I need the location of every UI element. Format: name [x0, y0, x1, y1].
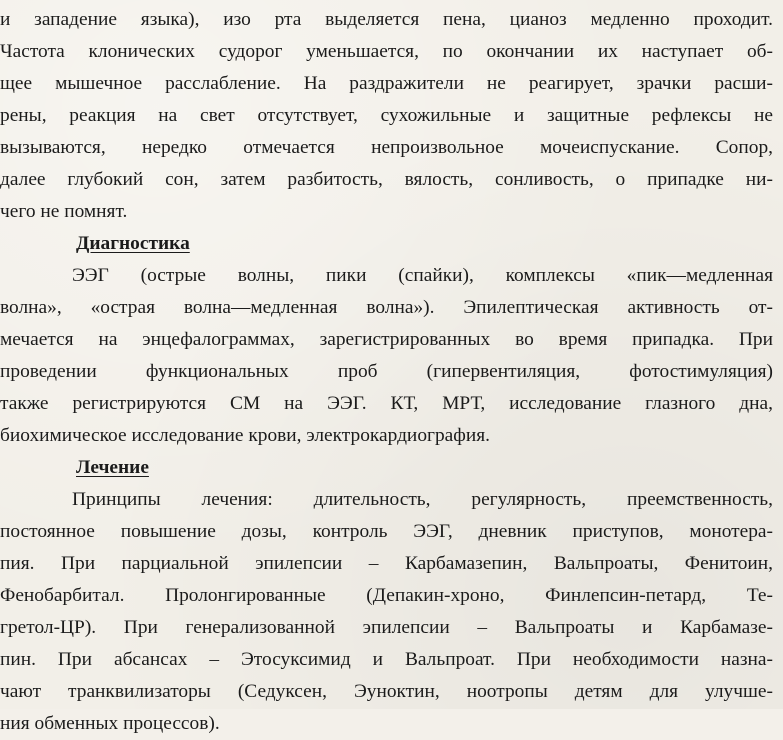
text-line: проведении функциональных проб (гипервентиляция, фотостимуляция) — [0, 361, 773, 382]
text-line: щее мышечное расслабление. На раздражители не реагирует, зрачки расши- — [0, 73, 773, 94]
text-line: вызываются, нередко отмечается непроизвольное мочеиспускание. Сопор, — [0, 137, 773, 158]
text-line: далее глубокий сон, затем разбитость, вялость, сонливость, о припадке ни- — [0, 169, 773, 190]
text-line: рены, реакция на свет отсутствует, сухожильные и защитные рефлексы не — [0, 105, 773, 126]
paragraph-treatment — [0, 484, 773, 740]
text-line: пия. При парциальной эпилепсии – Карбамазепин, Вальпроаты, Фенитоин, — [0, 553, 773, 574]
text-line: Принципы лечения: длительность, регулярность, преемственность, — [72, 489, 773, 510]
text-line: ния обменных процессов). — [0, 713, 220, 734]
text-line: чают транквилизаторы (Седуксен, Эуноктин, ноотропы детям для улучше- — [0, 681, 773, 702]
text-line: гретол-ЦР). При генерализованной эпилепсии – Вальпроаты и Карбамазе- — [0, 617, 773, 638]
text-line: постоянное повышение дозы, контроль ЭЭГ, дневник приступов, монотера- — [0, 521, 773, 542]
text-line: биохимическое исследование крови, электрокардиография. — [0, 425, 490, 446]
paragraph-seizure-description — [0, 4, 773, 228]
text-line: чего не помнят. — [0, 201, 128, 222]
text-line: и западение языка), изо рта выделяется пена, цианоз медленно проходит. — [0, 9, 773, 30]
text-line: мечается на энцефалограммах, зарегистрированных во время припадка. При — [0, 329, 773, 350]
text-line: пин. При абсансах – Этосуксимид и Вальпроат. При необходимости назна- — [0, 649, 773, 670]
text-line: Фенобарбитал. Пролонгированные (Депакин-хроно, Финлепсин-петард, Те- — [0, 585, 773, 606]
text-line: ЭЭГ (острые волны, пики (спайки), комплексы «пик—медленная — [72, 265, 773, 286]
text-line: Частота клонических судорог уменьшается, по окончании их наступает об- — [0, 41, 773, 62]
text-line: также регистрируются СМ на ЭЭГ. КТ, МРТ, исследование глазного дна, — [0, 393, 773, 414]
heading-treatment: Лечение — [76, 457, 149, 478]
heading-diagnostics: Диагностика — [76, 233, 190, 254]
text-line: волна», «острая волна—медленная волна»). Эпилептическая активность от- — [0, 297, 773, 318]
paragraph-diagnostics — [0, 260, 773, 452]
